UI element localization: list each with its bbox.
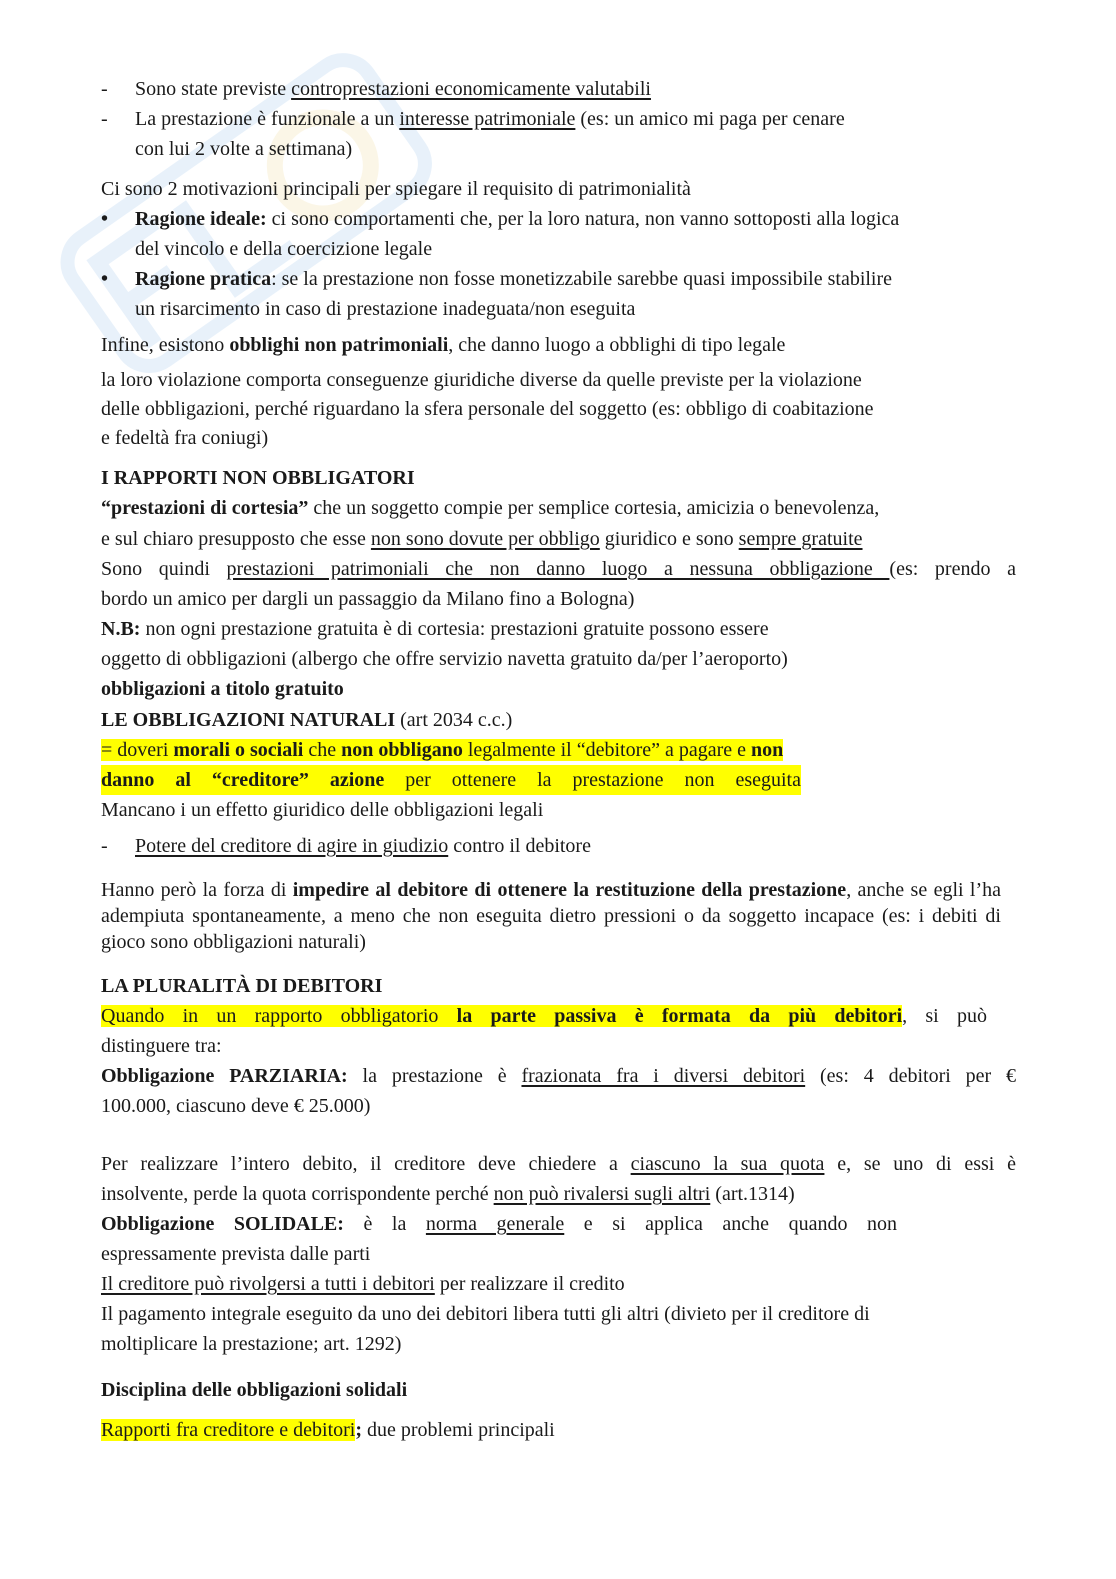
list-item: - La prestazione è funzionale a un interesse patrimoniale (es: un amico mi paga per cenare con lui 2 volte a settimana) <box>101 108 845 160</box>
paragraph: oggetto di obbligazioni (albergo che offre servizio navetta gratuito da/per l’aeroporto) <box>101 648 788 670</box>
paragraph: Ci sono 2 motivazioni principali per spiegare il requisito di patrimonialità <box>101 178 691 200</box>
paragraph: Rapporti fra creditore e debitori; due problemi principali <box>101 1419 555 1441</box>
document-body <box>101 74 1016 1445</box>
paragraph: Mancano i un effetto giuridico delle obbligazioni legali <box>101 799 544 821</box>
highlighted-text: danno al “creditore” azione per ottenere la prestazione non eseguita <box>101 765 801 795</box>
paragraph: Per realizzare l’intero debito, il creditore deve chiedere a ciascuno la sua quota e, se uno di essi è <box>101 1153 1016 1175</box>
paragraph: Hanno però la forza di impedire al debitore di ottenere la restituzione della prestazione, anche se egli l’ha adempiuta spontaneamente, a meno che non eseguita dietro pressioni o da soggetto incapace (es: i debiti di gioco sono obbligazioni naturali) <box>101 879 1002 953</box>
list-item: - Potere del creditore di agire in giudizio contro il debitore <box>101 835 591 857</box>
paragraph: insolvente, perde la quota corrispondente perché non può rivalersi sugli altri (art.1314) <box>101 1183 795 1205</box>
paragraph: Obbligazione SOLIDALE: è la norma generale e si applica anche quando non <box>101 1213 898 1235</box>
paragraph: la loro violazione comporta conseguenze giuridiche diverse da quelle previste per la violazione delle obbligazioni, perché riguardano la sfera personale del soggetto (es: obbligo di coabitazione e fedeltà fra coniugi) <box>101 369 874 449</box>
paragraph: N.B: non ogni prestazione gratuita è di cortesia: prestazioni gratuite possono essere <box>101 618 769 640</box>
paragraph: 100.000, ciascuno deve € 25.000) <box>101 1095 371 1117</box>
paragraph: Il creditore può rivolgersi a tutti i debitori per realizzare il credito <box>101 1273 625 1295</box>
paragraph: e sul chiaro presupposto che esse non sono dovute per obbligo giuridico e sono sempre gratuite <box>101 528 863 550</box>
paragraph: espressamente prevista dalle parti <box>101 1243 371 1265</box>
paragraph: Obbligazione PARZIARIA: la prestazione è frazionata fra i diversi debitori (es: 4 debitori per € <box>101 1065 1017 1087</box>
paragraph: “prestazioni di cortesia” che un soggetto compie per semplice cortesia, amicizia o benevolenza, <box>101 497 880 519</box>
section-heading: I RAPPORTI NON OBBLIGATORI <box>101 467 415 489</box>
highlighted-text: = doveri morali o sociali che non obbligano legalmente il “debitore” a pagare e non <box>101 739 784 761</box>
paragraph: distinguere tra: <box>101 1035 222 1057</box>
list-item: - Sono state previste controprestazioni economicamente valutabili <box>101 78 651 100</box>
list-item: • Ragione ideale: ci sono comportamenti che, per la loro natura, non vanno sottoposti alla logica del vincolo e della coercizione legale <box>101 208 900 260</box>
paragraph: Sono quindi prestazioni patrimoniali che non danno luogo a nessuna obbligazione (es: prendo a <box>101 558 1016 580</box>
section-heading: LE OBBLIGAZIONI NATURALI (art 2034 c.c.) <box>101 709 513 731</box>
highlighted-text: Quando in un rapporto obbligatorio la parte passiva è formata da più debitori, si può <box>101 1005 987 1027</box>
paragraph: moltiplicare la prestazione; art. 1292) <box>101 1333 402 1355</box>
paragraph: Infine, esistono obblighi non patrimoniali, che danno luogo a obblighi di tipo legale <box>101 334 786 356</box>
list-item: • Ragione pratica: se la prestazione non fosse monetizzabile sarebbe quasi impossibile stabilire un risarcimento in caso di prestazione inadeguata/non eseguita <box>101 268 893 320</box>
paragraph: bordo un amico per dargli un passaggio da Milano fino a Bologna) <box>101 588 635 610</box>
paragraph: obbligazioni a titolo gratuito <box>101 678 344 700</box>
section-heading: LA PLURALITÀ DI DEBITORI <box>101 975 383 997</box>
paragraph: Il pagamento integrale eseguito da uno dei debitori libera tutti gli altri (divieto per il creditore di <box>101 1303 870 1325</box>
section-heading: Disciplina delle obbligazioni solidali <box>101 1379 408 1401</box>
